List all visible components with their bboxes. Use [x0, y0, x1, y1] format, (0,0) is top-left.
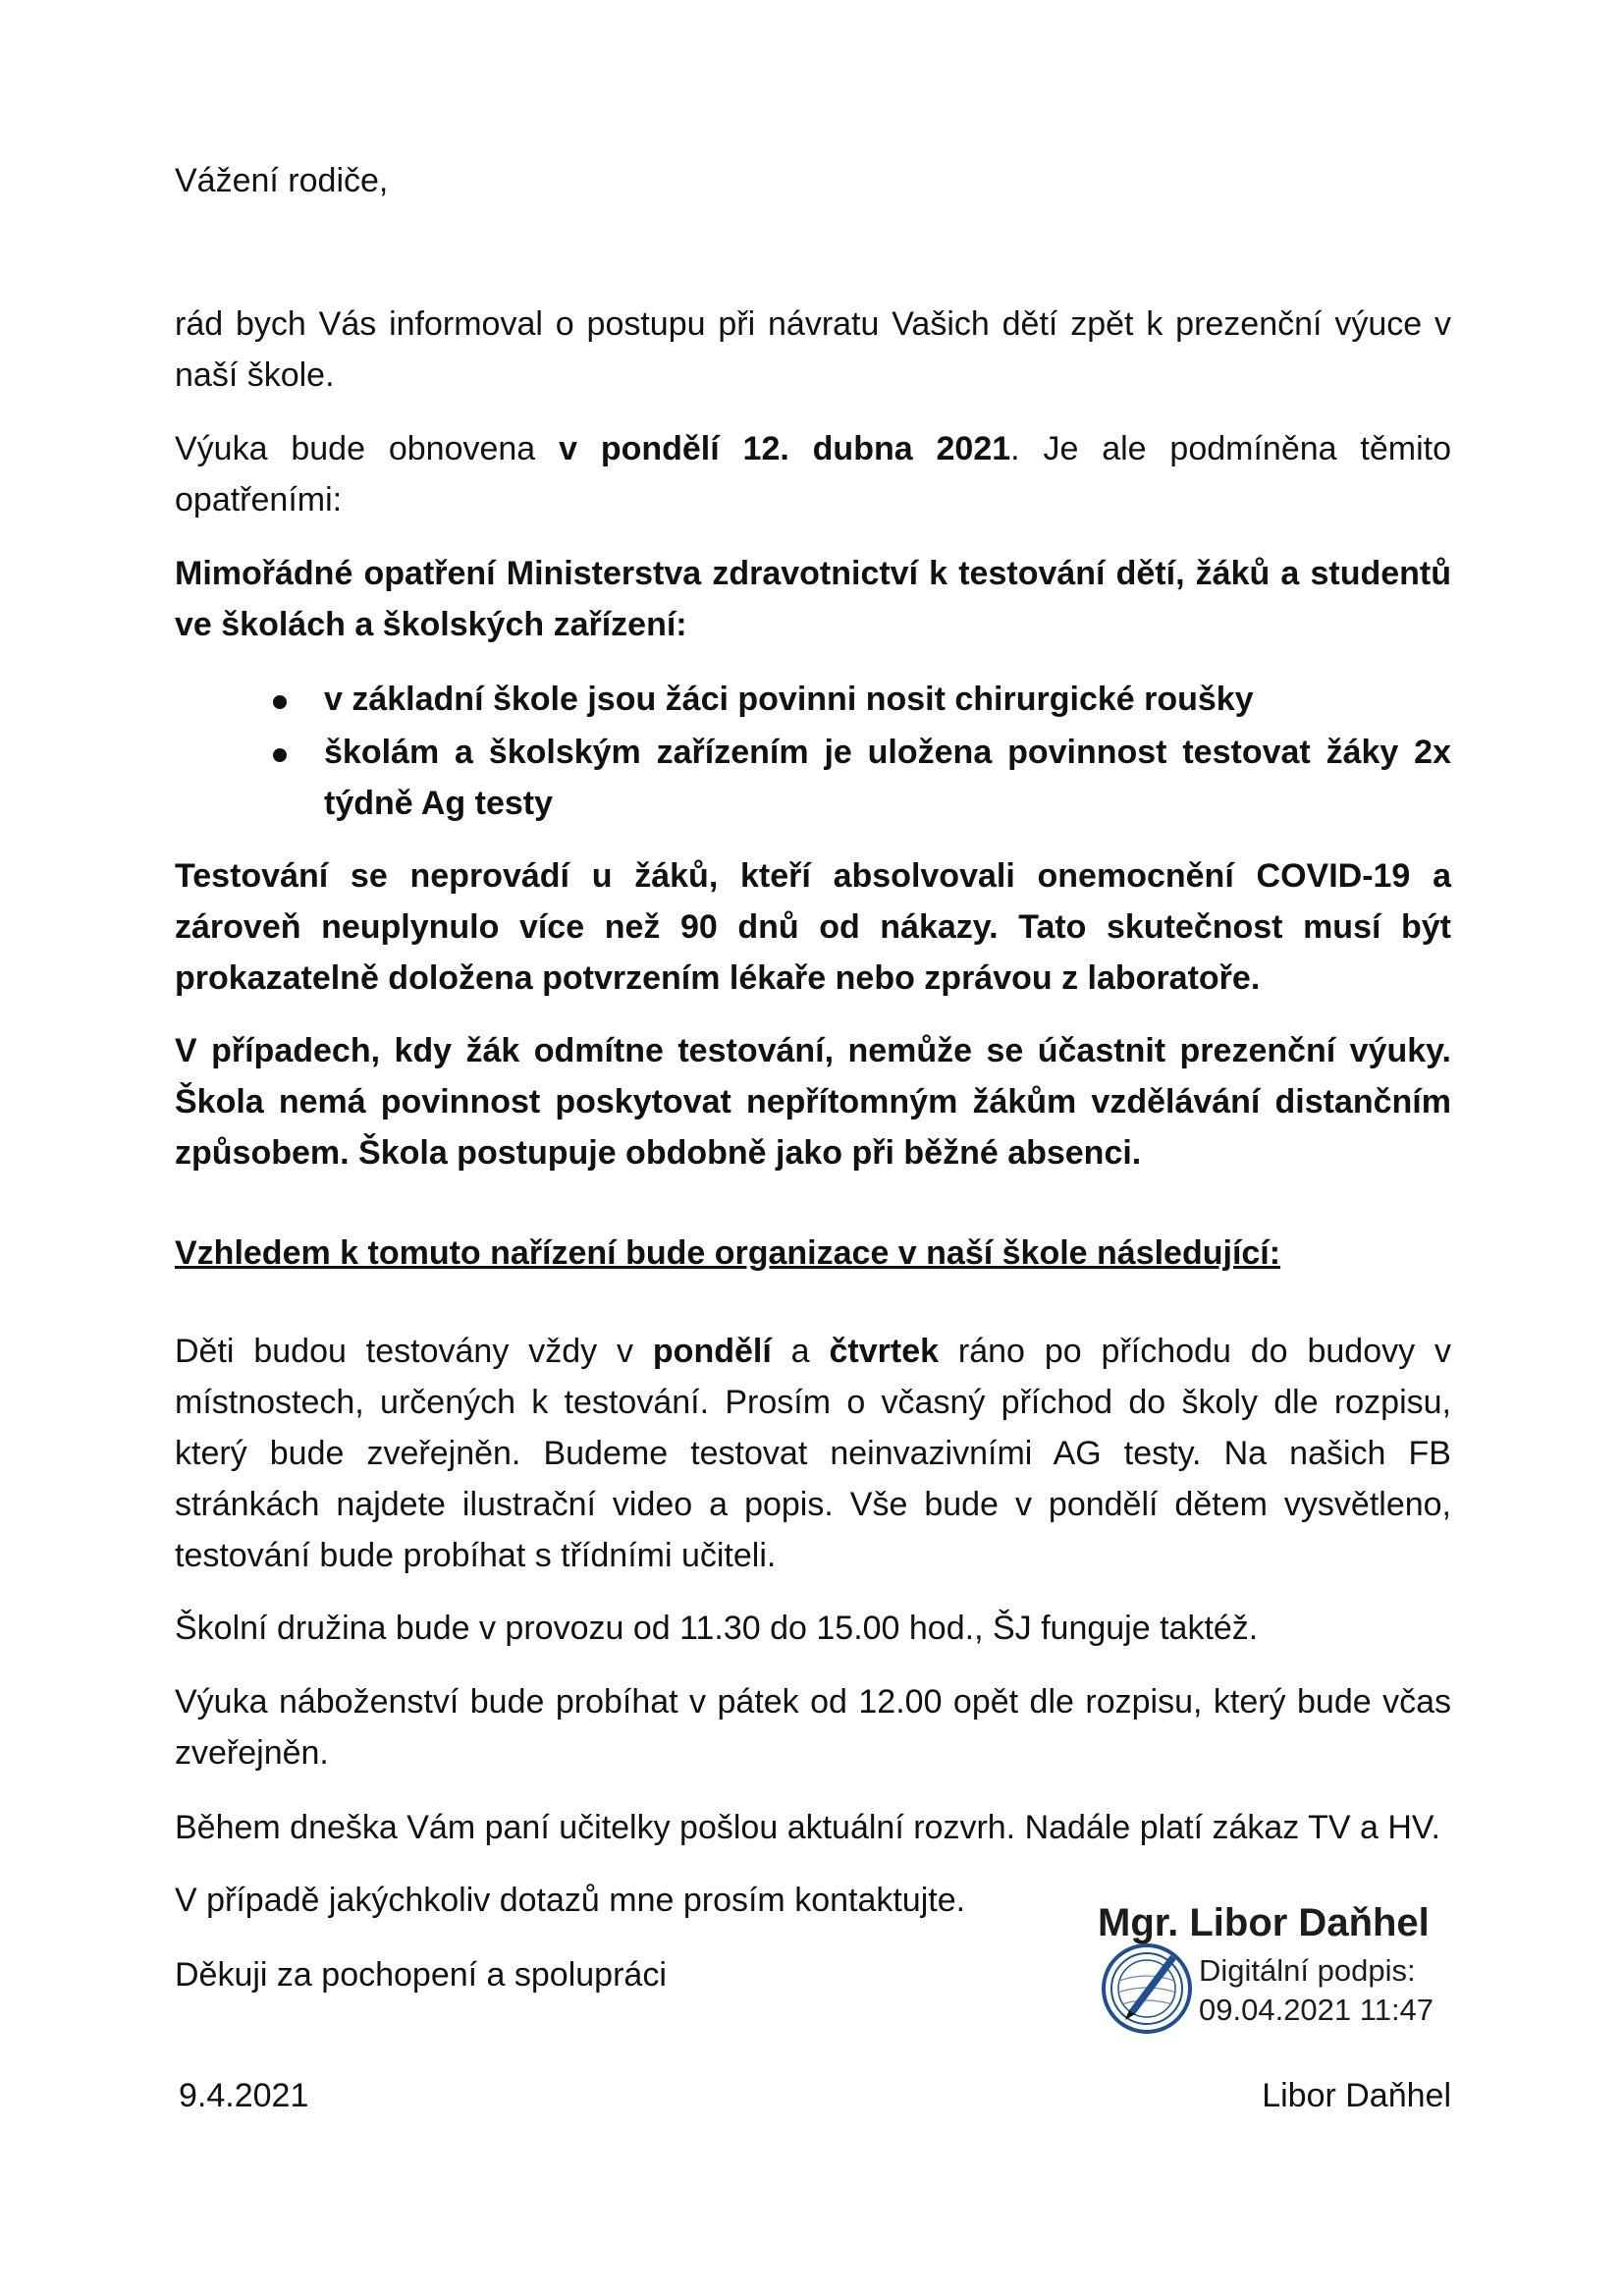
restart-paragraph [175, 423, 1451, 525]
testing-day-monday: pondělí [652, 1333, 772, 1370]
signature-label: Digitální podpis: [1199, 1953, 1416, 1988]
organization-heading-text: Vzhledem k tomuto nařízení bude organizace v naší škole následující: [175, 1234, 1281, 1272]
greeting: Vážení rodiče, [175, 162, 389, 199]
ministry-heading: Mimořádné opatření Ministerstva zdravotnictví k testování dětí, žáků a studentů ve školách a školských zařízení: [175, 555, 1451, 643]
religion-paragraph: Výuka náboženství bude probíhat v pátek od 12.00 opět dle rozpisu, který bude včas zveřejněn. [175, 1683, 1451, 1772]
thanks-paragraph: Děkuji za pochopení a spolupráci [175, 1956, 667, 1994]
footer-date: 9.4.2021 [179, 2077, 309, 2114]
bullet-icon [273, 695, 287, 709]
bullet-icon [273, 748, 287, 762]
testing-text-mid: a [771, 1333, 830, 1370]
exemption-paragraph: Testování se neprovádí u žáků, kteří absolvovali onemocnění COVID-19 a zároveň neuplynulo více než 90 dnů od nákazy. Tato skutečnost musí být prokazatelně doložena potvrzením lékaře nebo zprávou z laboratoře. [175, 857, 1451, 997]
testing-day-thursday: čtvrtek [829, 1333, 940, 1370]
measure-text: školám a školským zařízením je uložena povinnost testovat žáky 2x týdně Ag testy [324, 734, 1451, 822]
organization-heading [175, 1228, 1451, 1279]
measure-item [324, 727, 1451, 829]
club-paragraph: Školní družina bude v provozu od 11.30 do 15.00 hod., ŠJ funguje taktéž. [175, 1610, 1259, 1647]
testing-text-post: ráno po příchodu do budovy v místnostech, určených k testování. Prosím o včasný příchod do školy dle rozpisu, který bude zveřejněn. Budeme testovat neinvazivními AG testy. Na našich FB stránkách najdete ilustrační video a popis. Vše bude v pondělí dětem vysvětleno, testování bude probíhat s třídními učiteli. [175, 1333, 1451, 1574]
contact-paragraph: V případě jakýchkoliv dotazů mne prosím kontaktujte. [175, 1882, 966, 1919]
measure-item [324, 674, 1451, 725]
footer-name: Libor Daňhel [1262, 2077, 1451, 2114]
testing-paragraph [175, 1326, 1451, 1581]
measures-list [324, 674, 1451, 829]
restart-date: v pondělí 12. dubna 2021 [559, 430, 1011, 467]
schedule-paragraph: Během dneška Vám paní učitelky pošlou aktuální rozvrh. Nadále platí zákaz TV a HV. [175, 1809, 1440, 1846]
signature-timestamp: 09.04.2021 11:47 [1199, 1993, 1434, 2027]
signature-seal-icon [1100, 1941, 1194, 2036]
measure-text: v základní škole jsou žáci povinni nosit chirurgické roušky [324, 681, 1254, 718]
restart-text-post: . Je ale podmíněna těmito opatřeními: [175, 430, 1451, 519]
intro-paragraph: rád bych Vás informoval o postupu při návratu Vašich dětí zpět k prezenční výuce v naší škole. [175, 305, 1451, 394]
refusal-paragraph: V případech, kdy žák odmítne testování, nemůže se účastnit prezenční výuky. Škola nemá povinnost poskytovat nepřítomným žákům vzdělávání distančním způsobem. Škola postupuje obdobně jako při běžné absenci. [175, 1032, 1451, 1172]
restart-text-pre: Výuka bude obnovena [175, 430, 560, 467]
testing-text-pre: Děti budou testovány vždy v [175, 1333, 653, 1370]
signature-name: Mgr. Libor Daňhel [1098, 1901, 1430, 1944]
